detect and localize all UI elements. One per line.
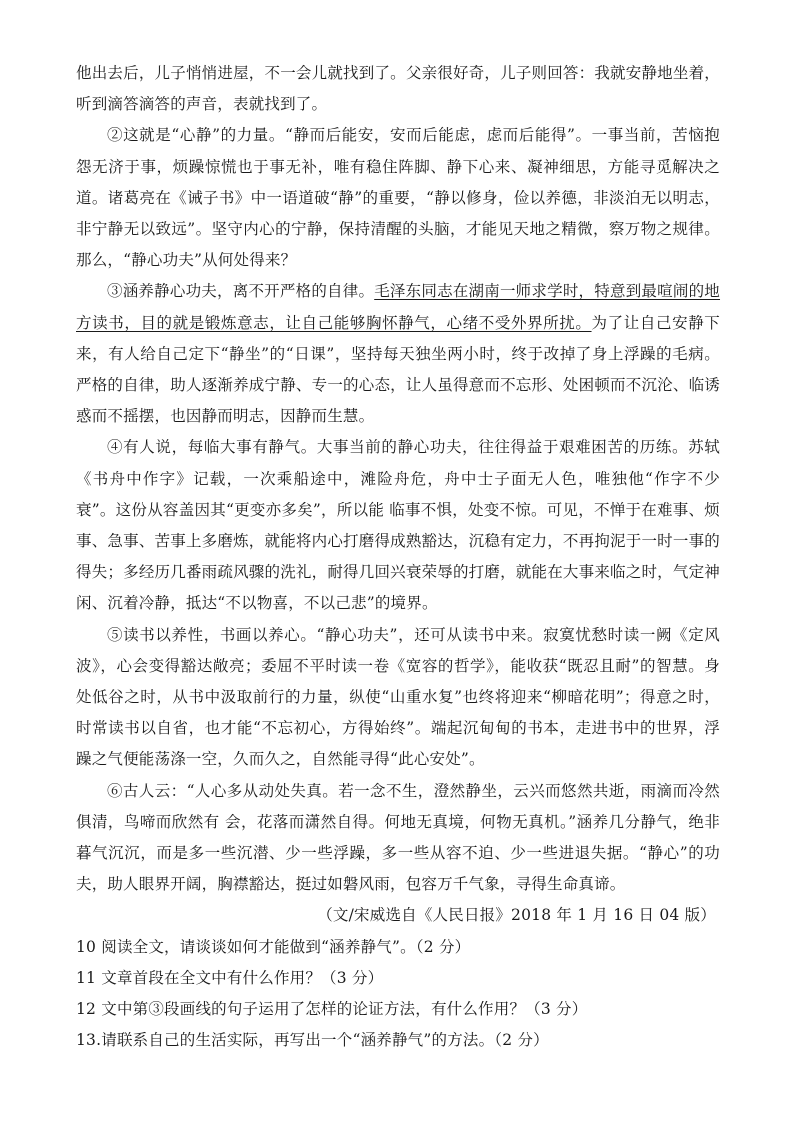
question-11: 11 文章首段在全文中有什么作用？（3 分）	[76, 968, 384, 987]
paragraph-5: ⑤读书以养性，书画以养心。“静心功夫”，还可从读书中来。寂寞忧愁时读一阙《定风波》，心会变得豁达敞亮；委屈不平时读一卷《宽容的哲学》，能收获“既忍且耐”的智慧。身处低谷之时，从书中汲取前行的力量，纵使“山重水复”也终将迎来“柳暗花明”；得意之时，时常读书以自省，也才能“不忘初心，方得始终”。端起沉甸甸的书本，走进书中的世界，浮躁之气便能荡涤一空，久而久之，自然能寻得“此心安处”。	[76, 625, 720, 769]
paragraph-3-start: ③涵养静心功夫，离不开严格的自律。	[107, 282, 375, 301]
paragraph-2: ②这就是“心静”的力量。“静而后能安，安而后能虑，虑而后能得”。一事当前，苦恼抱怨无济于事，烦躁惊慌也于事无补，唯有稳住阵脚、静下心来、凝神细思，方能寻觅解决之道。诸葛亮在《诫子书》中一语道破“静”的重要，“静以修身，俭以养德，非淡泊无以明志，非宁静无以致远”。坚守内心的宁静，保持清醒的头脑，才能见天地之精微，察万物之规律。那么，“静心功夫”从何处得来？	[76, 126, 720, 270]
paragraph-4: ④有人说，每临大事有静气。大事当前的静心功夫，往往得益于艰难困苦的历练。苏轼《书舟中作字》记载，一次乘船途中，滩险舟危，舟中士子面无人色，唯独他“作字不少衰”。这份从容盖因其“更变亦多矣”，所以能 临事不惧，处变不惊。可见，不惮于在难事、烦事、急事、苦事上多磨炼，就能将内心打磨得成熟豁达，沉稳有定力，不再拘泥于一时一事的得失；多经历几番雨疏风骤的洗礼，耐得几回兴衰荣辱的打磨，就能在大事来临之时，气定神闲、沉着冷静，抵达“不以物喜，不以己悲”的境界。	[76, 438, 720, 613]
underlined-sentence: 毛泽东同志在湖南一师求学时，特意到最喧闹的地方读书，目的就是锻炼意志，让自己能够胸怀静气，心绪不受外界所扰。	[76, 282, 721, 332]
question-12: 12 文中第③段画线的句子运用了怎样的论证方法，有什么作用？（3 分）	[76, 1000, 588, 1019]
paragraph-intro: 他出去后，儿子悄悄进屋，不一会儿就找到了。父亲很好奇，儿子则回答：我就安静地坐着，听到滴答滴答的声音，表就找到了。	[76, 64, 720, 114]
question-10: 10 阅读全文，请谈谈如何才能做到“涵养静气”。（2 分）	[76, 937, 471, 956]
question-13: 13.请联系自己的生活实际，再写出一个“涵养静气”的方法。（2 分）	[76, 1031, 549, 1050]
paragraph-6: ⑥古人云：“人心多从动处失真。若一念不生，澄然静坐，云兴而悠然共逝，雨滴而冷然俱清，鸟啼而欣然有 会，花落而潇然自得。何地无真境，何物无真机。”涵养几分静气，绝非暮气沉沉，而是多一些沉潜、少一些浮躁，多一些从容不迫、少一些进退失据。“静心”的功夫，助人眼界开阔，胸襟豁达，挺过如磐风雨，包容万千气象，寻得生命真谛。	[76, 781, 720, 894]
article-source: （文/宋威选自《人民日报》2018 年 1 月 16 日 04 版）	[317, 906, 716, 925]
document-page	[76, 58, 720, 1057]
paragraph-3	[76, 276, 720, 432]
paragraph-3-end: 为了让自己安静下来，有人给自己定下“静坐”的“日课”，坚持每天独坐两小时，终于改掉了身上浮躁的毛病。严格的自律，助人逐渐养成宁静、专一的心态，让人虽得意而不忘形、处困顿而不沉沦、临诱惑而不摇摆，也因静而明志，因静而生慧。	[76, 313, 721, 426]
